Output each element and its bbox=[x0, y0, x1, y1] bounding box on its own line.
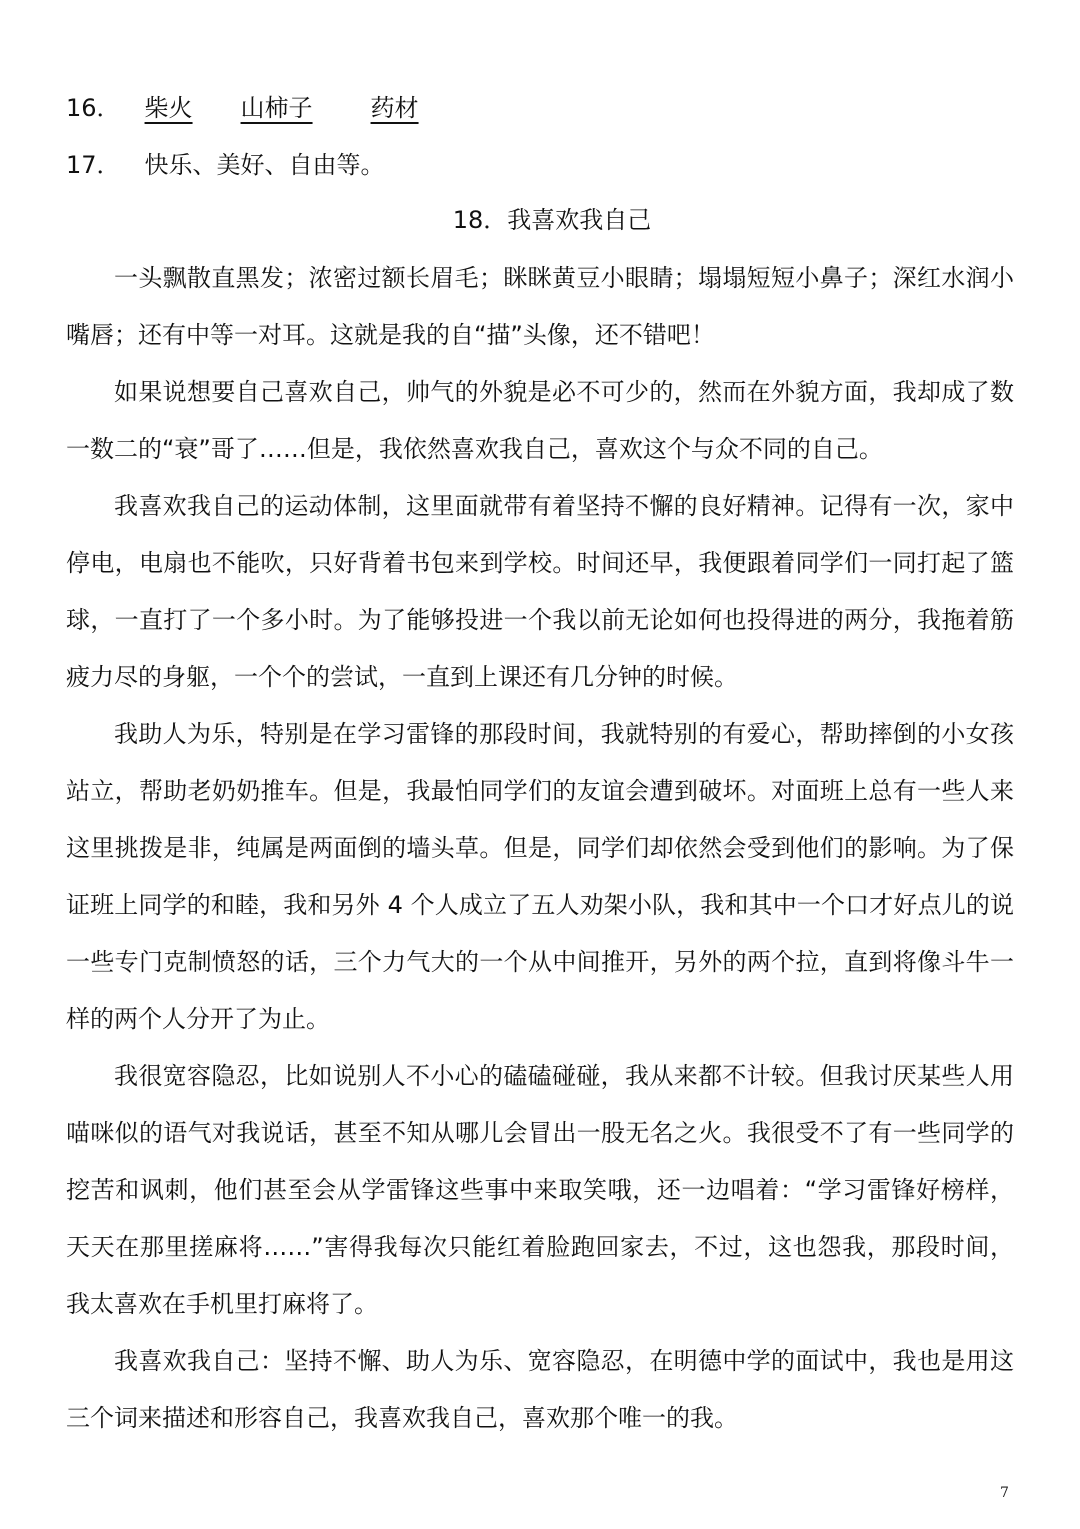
answer-16-item-1: 柴火 bbox=[144, 94, 193, 122]
answer-16-number: 16． bbox=[66, 94, 121, 122]
essay-paragraph: 我很宽容隐忍，比如说别人不小心的磕磕碰碰，我从来都不计较。但我讨厌某些人用喵咪似的语气对我说话，甚至不知从哪儿会冒出一股无名之火。我很受不了有一些同学的挖苦和讽刺，他们甚至会从学雷锋这些事中来取笑哦，还一边唱着：“学习雷锋好榜样，天天在那里搓麻将……”害得我每次只能红着脸跑回家去，不过，这也怨我，那段时间，我太喜欢在手机里打麻将了。 bbox=[66, 1062, 1014, 1318]
essay-paragraph: 我喜欢我自己：坚持不懈、助人为乐、宽容隐忍，在明德中学的面试中，我也是用这三个词来描述和形容自己，我喜欢我自己，喜欢那个唯一的我。 bbox=[66, 1347, 1014, 1432]
essay-body bbox=[66, 250, 1014, 1447]
answer-17-text: 快乐、美好、自由等。 bbox=[144, 151, 385, 179]
answer-16-item-2: 山柿子 bbox=[240, 94, 313, 122]
essay-paragraph: 我喜欢我自己的运动体制，这里面就带有着坚持不懈的良好精神。记得有一次，家中停电，电扇也不能吹，只好背着书包来到学校。时间还早，我便跟着同学们一同打起了篮球，一直打了一个多小时。为了能够投进一个我以前无论如何也投得进的两分，我拖着筋疲力尽的身躯，一个个的尝试，一直到上课还有几分钟的时候。 bbox=[66, 492, 1014, 691]
page-number: 7 bbox=[1000, 1485, 1009, 1501]
answer-17 bbox=[66, 145, 385, 185]
essay-title: 18．我喜欢我自己 bbox=[452, 206, 652, 234]
answer-16 bbox=[66, 88, 419, 128]
essay-paragraph: 我助人为乐，特别是在学习雷锋的那段时间，我就特别的有爱心，帮助摔倒的小女孩站立，帮助老奶奶推车。但是，我最怕同学们的友谊会遭到破坏。对面班上总有一些人来这里挑拨是非，纯属是两面倒的墙头草。但是，同学们却依然会受到他们的影响。为了保证班上同学的和睦，我和另外 4 个人成立了五人劝架小队，我和其中一个口才好点儿的说一些专门克制愤怒的话，三个力气大的一个从中间推开，另外的两个拉，直到将像斗牛一样的两个人分开了为止。 bbox=[66, 720, 1014, 1033]
answer-17-number: 17． bbox=[66, 151, 121, 179]
essay-paragraph: 如果说想要自己喜欢自己，帅气的外貌是必不可少的，然而在外貌方面，我却成了数一数二的“衰”哥了……但是，我依然喜欢我自己，喜欢这个与众不同的自己。 bbox=[66, 378, 1014, 463]
answer-16-item-3: 药材 bbox=[370, 94, 419, 122]
essay-paragraph: 一头飘散直黑发；浓密过额长眉毛；眯眯黄豆小眼睛；塌塌短短小鼻子；深红水润小嘴唇；还有中等一对耳。这就是我的自“描”头像，还不错吧！ bbox=[66, 264, 1014, 349]
